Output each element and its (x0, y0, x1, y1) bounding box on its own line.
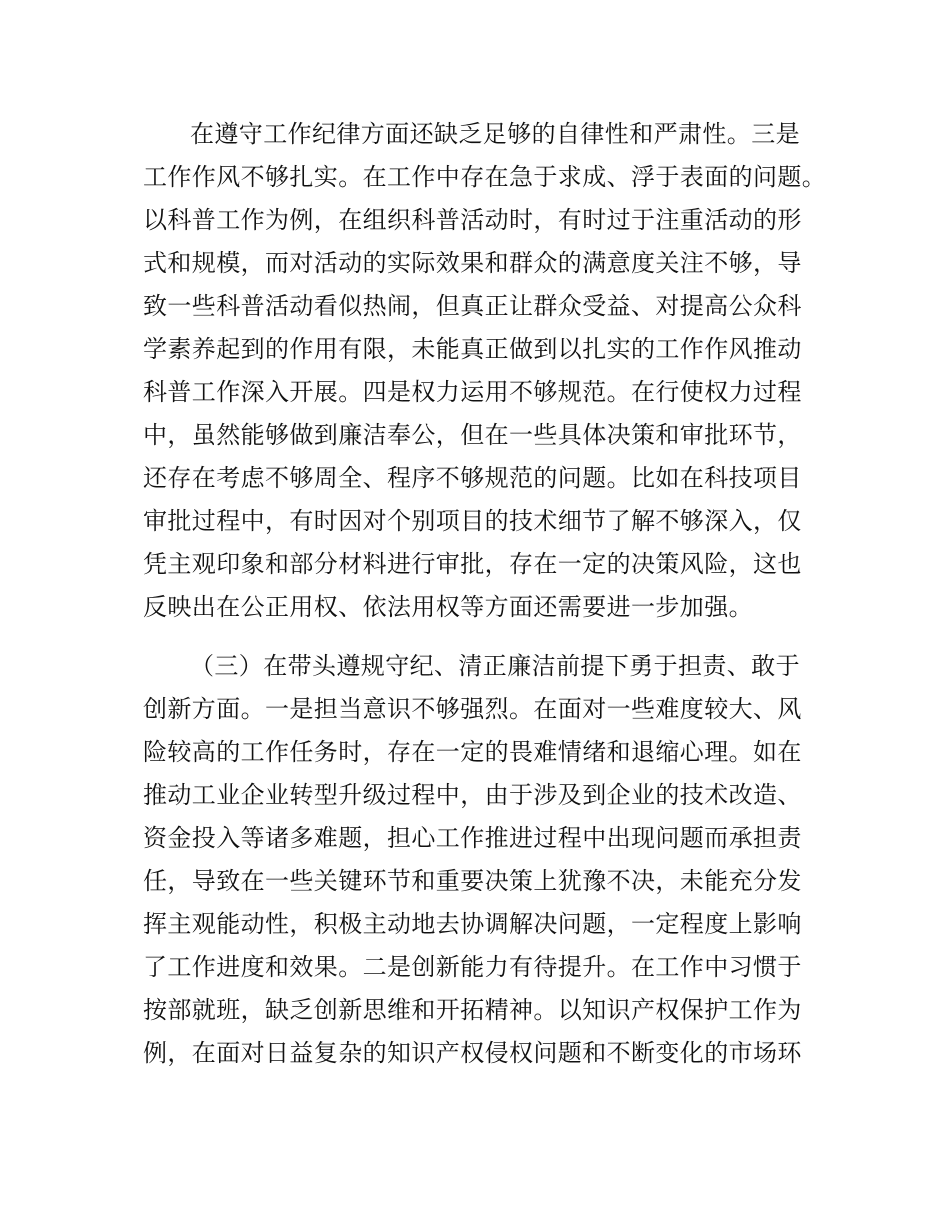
paragraph-line: 中，虽然能够做到廉洁奉公，但在一些具体决策和审批环节， (143, 421, 802, 449)
paragraph-line: 还存在考虑不够周全、程序不够规范的问题。比如在科技项目 (143, 464, 802, 492)
paragraph-line: 在遵守工作纪律方面还缺乏足够的自律性和严肃性。三是 (190, 120, 800, 148)
paragraph-line: 挥主观能动性，积极主动地去协调解决问题，一定程度上影响 (143, 910, 802, 938)
paragraph-line: 资金投入等诸多难题，担心工作推进过程中出现问题而承担责 (143, 824, 802, 852)
paragraph-line: 致一些科普活动看似热闹，但真正让群众受益、对提高公众科 (143, 292, 802, 320)
paragraph-line: 科普工作深入开展。四是权力运用不够规范。在行使权力过程 (143, 378, 802, 406)
paragraph-line: 审批过程中，有时因对个别项目的技术细节了解不够深入，仅 (143, 507, 802, 535)
paragraph-line: 以科普工作为例，在组织科普活动时，有时过于注重活动的形 (143, 206, 802, 234)
paragraph-line: 按部就班，缺乏创新思维和开拓精神。以知识产权保护工作为 (143, 996, 802, 1024)
paragraph-line: 创新方面。一是担当意识不够强烈。在面对一些难度较大、风 (143, 695, 802, 723)
paragraph-line: 学素养起到的作用有限，未能真正做到以扎实的工作作风推动 (143, 335, 802, 363)
paragraph-line: 险较高的工作任务时，存在一定的畏难情绪和退缩心理。如在 (143, 738, 802, 766)
paragraph-line: 反映出在公正用权、依法用权等方面还需要进一步加强。 (143, 593, 753, 621)
paragraph-line: 凭主观印象和部分材料进行审批，存在一定的决策风险，这也 (143, 550, 802, 578)
paragraph-line: 例，在面对日益复杂的知识产权侵权问题和不断变化的市场环 (143, 1039, 802, 1067)
paragraph-line: 工作作风不够扎实。在工作中存在急于求成、浮于表面的问题。 (143, 163, 827, 191)
paragraph-line: 任，导致在一些关键环节和重要决策上犹豫不决，未能充分发 (143, 867, 802, 895)
paragraph-line: 了工作进度和效果。二是创新能力有待提升。在工作中习惯于 (143, 953, 802, 981)
section-heading-line: （三）在带头遵规守纪、清正廉洁前提下勇于担责、敢于 (190, 652, 800, 680)
paragraph-line: 推动工业企业转型升级过程中，由于涉及到企业的技术改造、 (143, 781, 802, 809)
paragraph-line: 式和规模，而对活动的实际效果和群众的满意度关注不够，导 (143, 249, 802, 277)
